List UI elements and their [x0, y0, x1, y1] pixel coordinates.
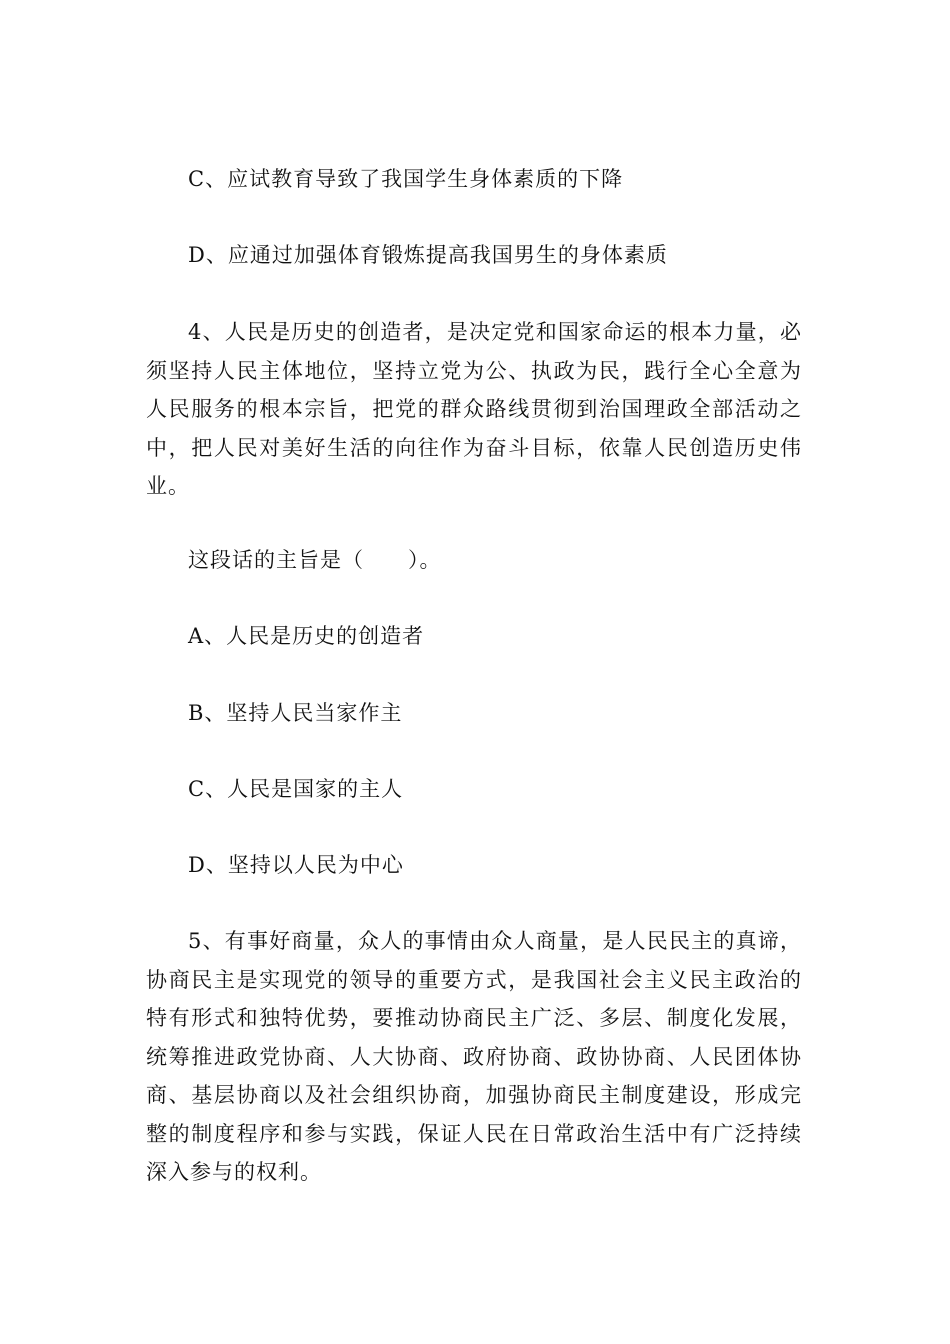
- q4-option-a: A、人民是历史的创造者: [188, 624, 425, 648]
- q4-question: 这段话的主旨是（ ）。: [188, 548, 442, 572]
- q3-option-c: C、应试教育导致了我国学生身体素质的下降: [188, 167, 624, 191]
- q4-option-c: C、人民是国家的主人: [188, 777, 404, 801]
- q3-option-d: D、应通过加强体育锻炼提高我国男生的身体素质: [188, 243, 668, 267]
- q5-passage: 5、有事好商量，众人的事情由众人商量，是人民民主的真谛，协商民主是实现党的领导的重要方式，是我国社会主义民主政治的特有形式和独特优势，要推动协商民主广泛、多层、制度化发展，统筹推进政党协商、人大协商、政府协商、政协协商、人民团体协商、基层协商以及社会组织协商，加强协商民主制度建设，形成完整的制度程序和参与实践，保证人民在日常政治生活中有广泛持续深入参与的权利。: [146, 929, 802, 1184]
- q4-option-d: D、坚持以人民为中心: [188, 853, 404, 877]
- q4-option-b: B、坚持人民当家作主: [188, 701, 403, 725]
- q4-passage: 4、人民是历史的创造者，是决定党和国家命运的根本力量，必须坚持人民主体地位，坚持立党为公、执政为民，践行全心全意为人民服务的根本宗旨，把党的群众路线贯彻到治国理政全部活动之中，把人民对美好生活的向往作为奋斗目标，依靠人民创造历史伟业。: [146, 320, 802, 498]
